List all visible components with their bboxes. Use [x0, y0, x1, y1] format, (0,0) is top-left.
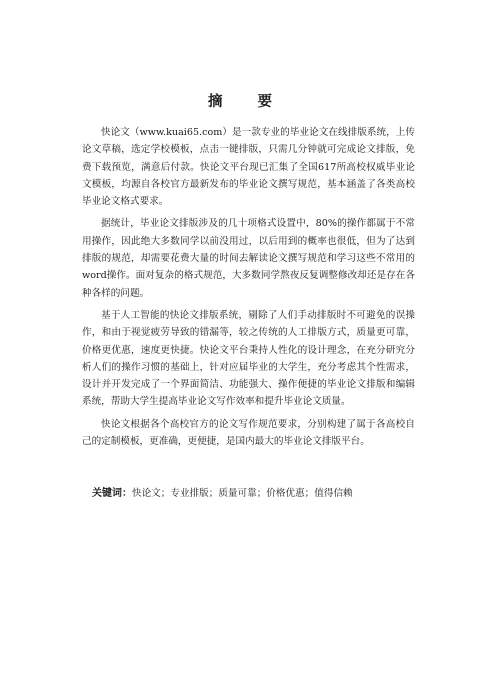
keywords-line	[92, 487, 422, 501]
abstract-title: 摘 要	[207, 94, 288, 110]
abstract-body	[82, 124, 415, 455]
keywords-label: 关键词：	[92, 488, 132, 499]
abstract-paragraph-3: 基于人工智能的快论文排版系统，剔除了人们手动排版时不可避免的误操作，和由于视觉疲劳导致的错漏等，较之传统的人工排版方式，质量更可靠，价格更优惠，速度更快捷。快论文平台秉持人性化的设计理念，在充分研究分析人们的操作习惯的基础上，针对应届毕业的大学生，充分考虑其个性需求，设计并开发完成了一个界面简洁、功能强大、操作便捷的毕业论文排版和编辑系统，帮助大学生提高毕业论文写作效率和提升毕业论文质量。	[82, 309, 415, 408]
abstract-paragraph-1: 快论文（www.kuai65.com）是一款专业的毕业论文在线排版系统，上传论文草稿，选定学校模板，点击一键排版，只需几分钟就可完成论文排版，免费下载预览，满意后付款。快论文平台现已汇集了全国617所高校权威毕业论文模板，均源自各校官方最新发布的毕业论文撰写规范，基本涵盖了各类高校毕业论文格式要求。	[82, 127, 415, 208]
abstract-paragraph-4: 快论文根据各个高校官方的论文写作规范要求，分别构建了属于各高校自己的定制模板，更准确，更便捷，是国内最大的毕业论文排版平台。	[82, 418, 415, 448]
keywords-list: 快论文；专业排版；质量可靠；价格优惠；值得信赖	[132, 488, 353, 499]
abstract-paragraph-2: 据统计，毕业论文排版涉及的几十项格式设置中，80%的操作都属于不常用操作，因此绝大多数同学以前没用过，以后用到的概率也很低，但为了达到排版的规范，却需要花费大量的时间去解读论文撰写规范和学习这些不常用的word操作。面对复杂的格式规范，大多数同学熬夜反复调整修改却还是存在各种各样的问题。	[82, 218, 415, 299]
